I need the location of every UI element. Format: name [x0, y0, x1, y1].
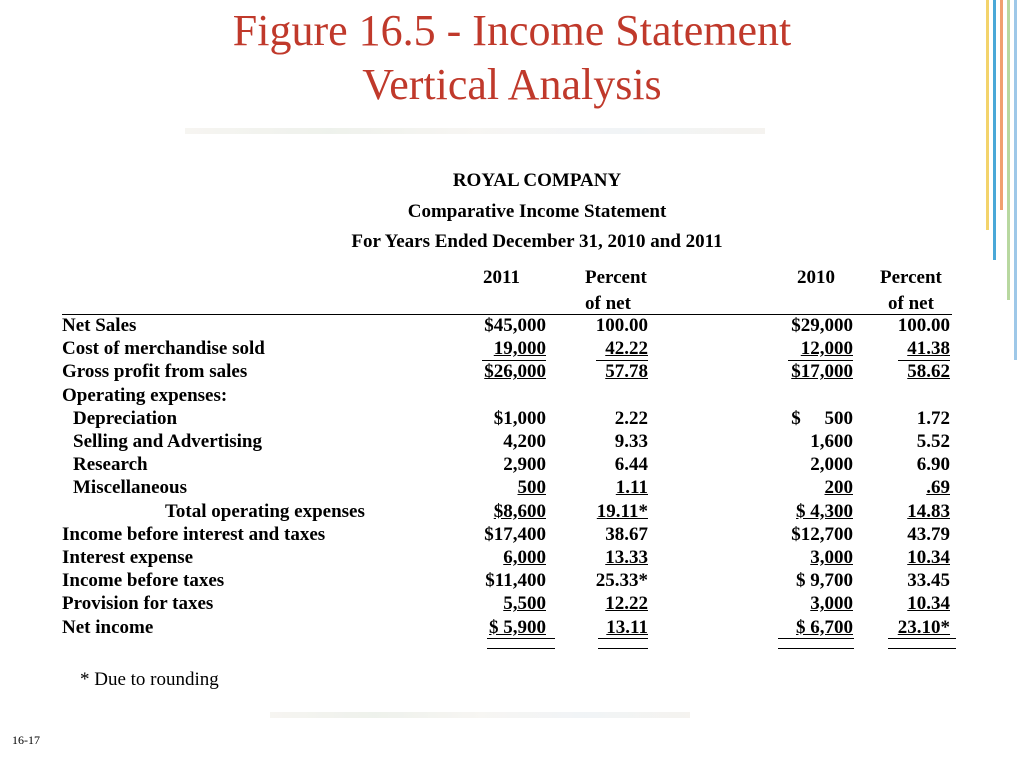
row-value-p2011: 9.33: [614, 431, 648, 452]
title-line-2: Vertical Analysis: [362, 60, 662, 109]
row-value-v2011: 4,200: [503, 431, 546, 452]
row-value-v2011: 5,500: [503, 593, 546, 615]
green-line: [1007, 0, 1010, 300]
double-rule-2011-b: [487, 648, 555, 649]
row-value-p2011: 13.33: [605, 547, 648, 568]
page-number: 16-17: [12, 733, 40, 747]
row-label: Cost of merchandise sold: [62, 338, 265, 360]
row-value-v2011: 500: [517, 477, 546, 499]
row-value-p2011: 6.44: [614, 454, 648, 476]
row-value-v2010: 12,000: [800, 338, 853, 360]
row-value-p2011: 42.22: [605, 338, 648, 360]
row-value-p2011: 19.11*: [596, 500, 648, 522]
row-label: Income before interest and taxes: [62, 523, 326, 545]
row-label: Operating expenses:: [62, 384, 228, 406]
row-value-v2011: 6,000: [503, 547, 546, 568]
company-name: ROYAL COMPANY: [452, 170, 622, 191]
column-header-2011: 2011: [483, 267, 520, 288]
row-value-p2010: 10.34: [907, 593, 950, 615]
row-value-p2010: .69: [926, 477, 950, 499]
row-value-v2011: 19,000: [493, 338, 546, 360]
statement-period: For Years Ended December 31, 2010 and 2011: [351, 231, 723, 252]
row-value-v2010: $ 500: [791, 407, 853, 429]
row-label: Provision for taxes: [62, 593, 214, 615]
row-value-v2011: $11,400: [485, 570, 546, 592]
row-value-p2010: 41.38: [907, 338, 950, 360]
row-value-p2010: 5.52: [916, 431, 950, 452]
yellow-line: [986, 0, 989, 230]
row-label: Net income: [62, 616, 154, 638]
rounding-footnote: * Due to rounding: [80, 669, 219, 690]
rule-cogs-pct2010: [898, 360, 950, 361]
row-label: Research: [73, 454, 148, 476]
column-header-percent-2011: Percent: [585, 267, 647, 288]
row-value-v2011: $17,400: [484, 523, 546, 545]
row-value-p2010: 14.83: [907, 500, 950, 522]
row-value-v2011: $45,000: [484, 315, 546, 336]
column-header-2010: 2010: [797, 267, 835, 288]
row-value-p2010: 10.34: [907, 547, 950, 568]
row-label: Interest expense: [62, 547, 194, 568]
title-line-1: Figure 16.5 - Income Statement: [232, 6, 792, 55]
row-value-p2011: 100.00: [595, 315, 648, 336]
double-rule-pct2010-b: [888, 648, 956, 649]
rule-cogs-2010: [788, 360, 853, 361]
row-value-v2011: $26,000: [484, 361, 546, 383]
row-value-v2010: $ 4,300: [796, 500, 853, 522]
row-value-p2010: 33.45: [907, 570, 950, 592]
decorative-band-bottom: [270, 712, 690, 718]
row-value-p2010: 100.00: [897, 315, 950, 336]
row-value-p2011: 13.11: [606, 616, 648, 638]
row-value-p2011: 12.22: [605, 593, 648, 615]
row-label: Gross profit from sales: [62, 361, 248, 383]
rule-cogs-pct2011: [596, 360, 648, 361]
decorative-band-top: [185, 128, 765, 134]
row-value-p2010: 1.72: [916, 407, 950, 429]
row-value-v2010: $ 6,700: [796, 616, 853, 638]
row-value-v2010: 3,000: [810, 547, 853, 568]
row-label: Net Sales: [62, 315, 137, 336]
row-value-p2010: 43.79: [907, 523, 950, 545]
double-rule-2011-a: [487, 638, 555, 639]
row-value-v2010: 1,600: [810, 431, 853, 452]
slide-title: [150, 4, 874, 112]
row-value-p2011: 25.33*: [595, 570, 648, 592]
row-label: Income before taxes: [62, 570, 225, 592]
row-value-v2010: 3,000: [810, 593, 853, 615]
row-value-p2010: 6.90: [916, 454, 950, 476]
statement-name: Comparative Income Statement: [407, 201, 667, 222]
row-value-v2010: 2,000: [810, 454, 853, 476]
double-rule-pct2011-a: [598, 638, 648, 639]
row-label: Total operating expenses: [165, 500, 365, 522]
column-header-ofnet-2010: of net: [888, 293, 934, 314]
double-rule-pct2010-a: [888, 638, 956, 639]
row-label: Selling and Advertising: [73, 431, 262, 452]
rule-cogs-2011: [482, 360, 546, 361]
column-header-ofnet-2011: of net: [585, 293, 631, 314]
decorative-vertical-lines: [984, 0, 1024, 768]
row-value-v2011: 2,900: [503, 454, 546, 476]
row-value-p2010: 23.10*: [897, 616, 950, 638]
row-label: Miscellaneous: [73, 477, 187, 499]
row-label: Depreciation: [73, 407, 178, 429]
row-value-v2010: 200: [824, 477, 853, 499]
double-rule-2010-b: [778, 648, 854, 649]
row-value-p2010: 58.62: [907, 361, 950, 383]
row-value-v2010: $ 9,700: [796, 570, 853, 592]
row-value-v2011: $ 5,900: [489, 616, 546, 638]
row-value-v2010: $17,000: [791, 361, 853, 383]
row-value-v2011: $8,600: [493, 500, 546, 522]
row-value-p2011: 1.11: [615, 477, 648, 499]
row-value-p2011: 38.67: [605, 523, 648, 545]
row-value-v2011: $1,000: [493, 407, 546, 429]
row-value-p2011: 2.22: [614, 407, 648, 429]
double-rule-2010-a: [778, 638, 854, 639]
column-header-percent-2010: Percent: [880, 267, 942, 288]
row-value-p2011: 57.78: [605, 361, 648, 383]
row-value-v2010: $12,700: [791, 523, 853, 545]
double-rule-pct2011-b: [598, 648, 648, 649]
row-value-v2010: $29,000: [791, 315, 853, 336]
